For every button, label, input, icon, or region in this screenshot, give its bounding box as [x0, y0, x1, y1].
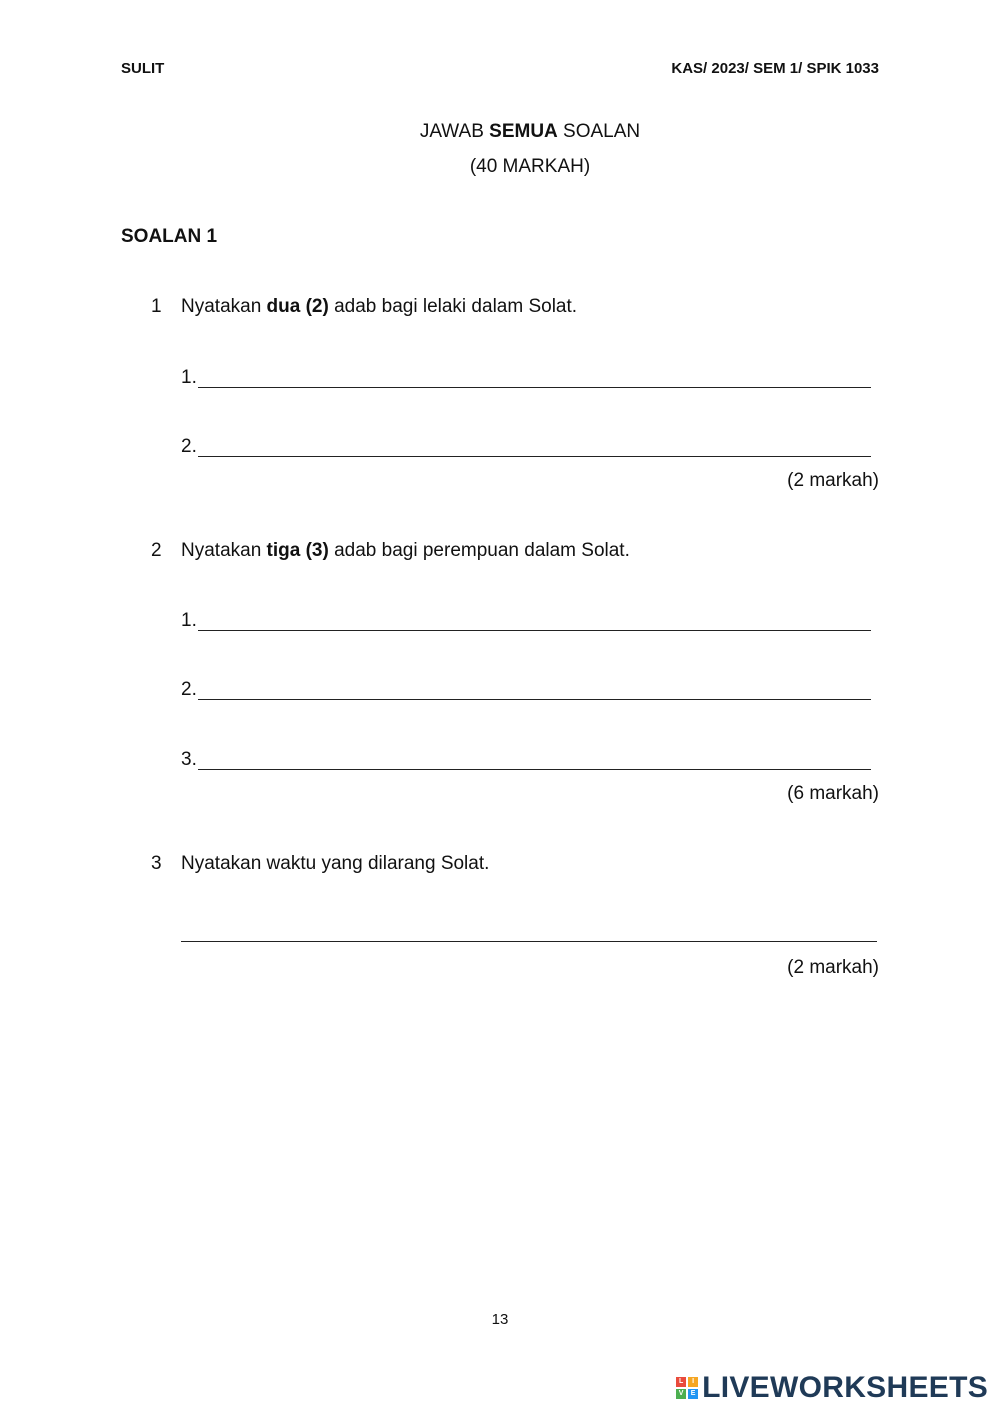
instructions-line: [0, 121, 1000, 143]
question-1-answer-2[interactable]: [181, 435, 871, 459]
answer-line[interactable]: [198, 456, 871, 457]
question-1-text-pre: Nyatakan: [181, 296, 267, 317]
question-1-text-bold: dua (2): [266, 296, 329, 317]
question-1-marks: (2 markah): [787, 470, 879, 491]
question-3-text: Nyatakan waktu yang dilarang Solat.: [181, 853, 490, 874]
instructions-bold: SEMUA: [489, 121, 558, 142]
question-1-text: [181, 296, 577, 318]
question-1-answer-1[interactable]: [181, 366, 871, 390]
instructions-pre: JAWAB: [419, 121, 490, 142]
question-1-number: 1: [151, 296, 162, 317]
answer-label: 2.: [181, 679, 197, 700]
question-3-marks: (2 markah): [787, 957, 879, 978]
question-2-answer-2[interactable]: [181, 678, 871, 702]
question-1-text-post: adab bagi lelaki dalam Solat.: [328, 296, 578, 317]
header-course-code: KAS/ 2023/ SEM 1/ SPIK 1033: [671, 60, 879, 77]
question-2-text-pre: Nyatakan: [181, 540, 267, 561]
answer-label: 3.: [181, 749, 197, 770]
question-2-text: [181, 540, 630, 562]
answer-label: 2.: [181, 436, 197, 457]
question-2-text-bold: tiga (3): [266, 540, 329, 561]
brand-name: LIVEWORKSHEETS: [702, 1371, 988, 1404]
question-2-answer-1[interactable]: [181, 609, 871, 633]
question-3-number: 3: [151, 853, 162, 874]
liveworksheets-logo-icon: [676, 1377, 698, 1399]
page-number: 13: [491, 1311, 509, 1328]
question-2-answer-3[interactable]: [181, 748, 871, 772]
answer-line[interactable]: [198, 387, 871, 388]
logo-square: E: [688, 1389, 698, 1399]
instructions-post: SOALAN: [557, 121, 641, 142]
section-title: SOALAN 1: [121, 226, 218, 247]
header-left-label: SULIT: [121, 60, 165, 77]
question-2-text-post: adab bagi perempuan dalam Solat.: [328, 540, 630, 561]
question-2-marks: (6 markah): [787, 783, 879, 804]
answer-line[interactable]: [198, 630, 871, 631]
logo-square: V: [676, 1389, 686, 1399]
answer-line[interactable]: [198, 699, 871, 700]
question-2-number: 2: [151, 540, 162, 561]
answer-line[interactable]: [198, 769, 871, 770]
answer-label: 1.: [181, 610, 197, 631]
logo-square: I: [688, 1377, 698, 1387]
logo-square: L: [676, 1377, 686, 1387]
total-marks: (40 MARKAH): [469, 156, 591, 177]
liveworksheets-brand: [676, 1371, 988, 1405]
answer-label: 1.: [181, 367, 197, 388]
question-3-answer-line[interactable]: [181, 919, 877, 942]
